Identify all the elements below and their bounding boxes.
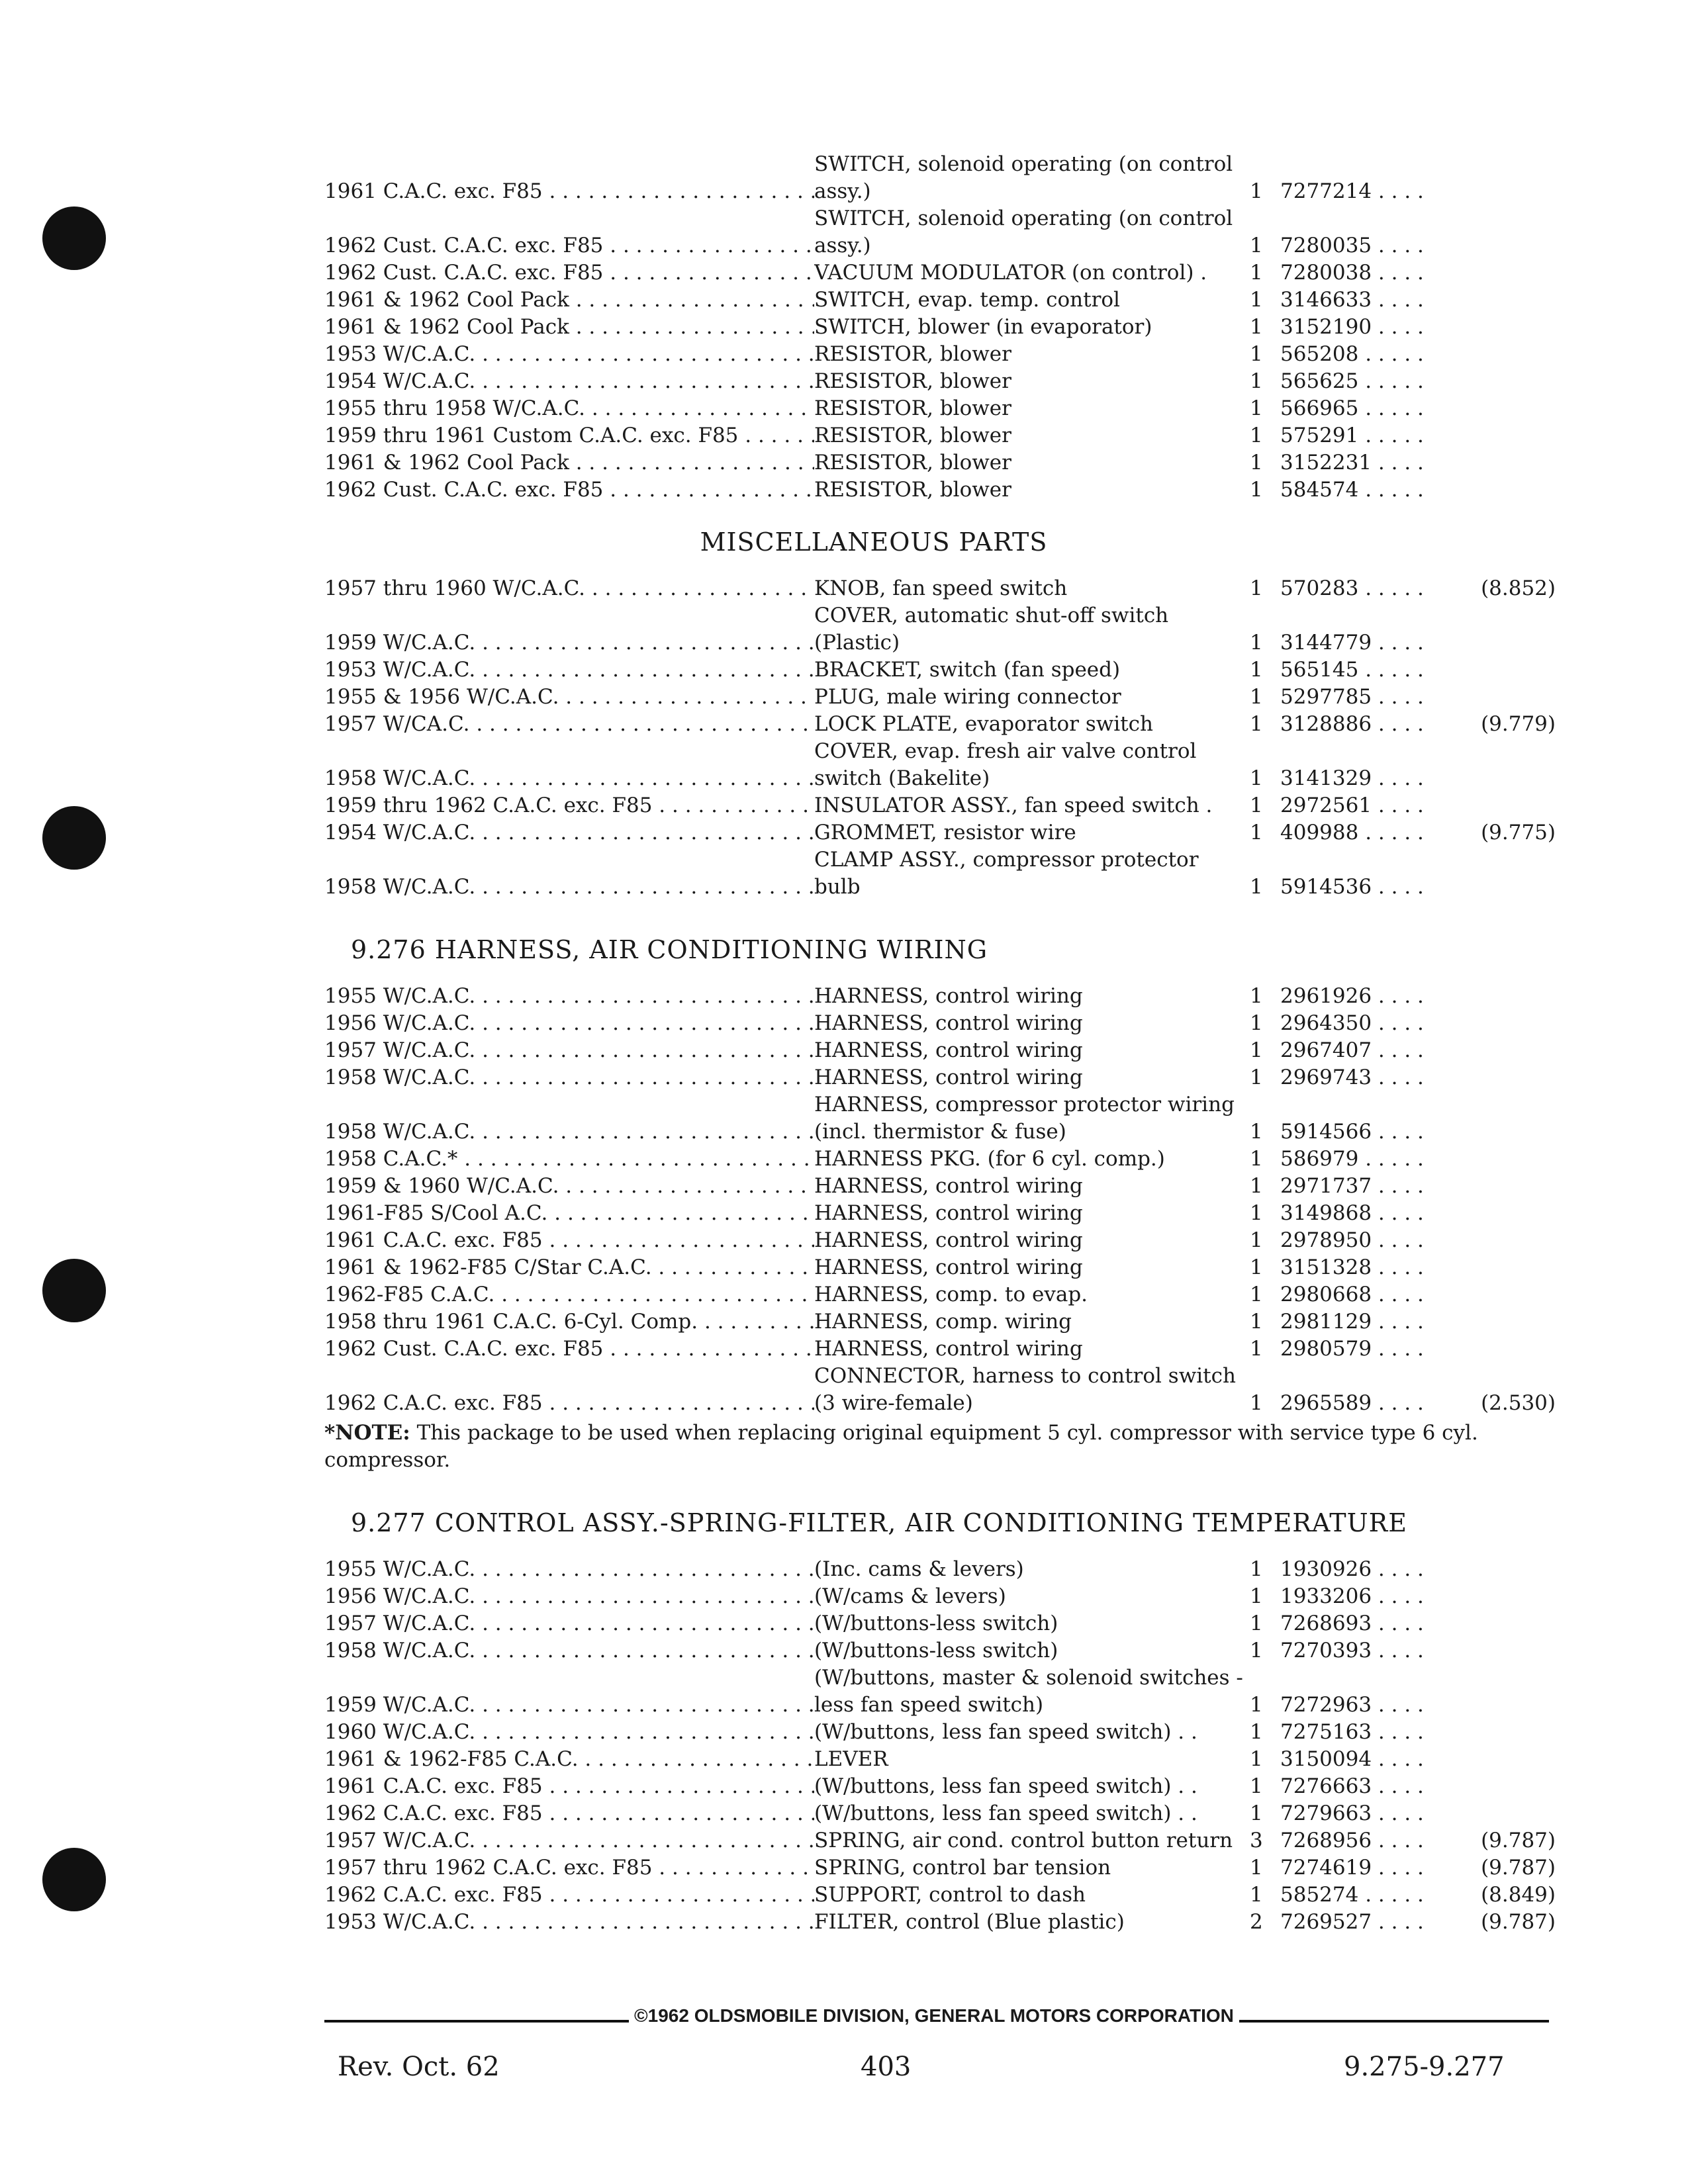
quantity-cell: 1 <box>1250 821 1263 844</box>
part-number-cell: 2972561 . . . <box>1278 792 1430 819</box>
reference-cell: (2.530) <box>1481 1391 1556 1415</box>
part-number-cell: 3146633 . . . <box>1278 287 1430 314</box>
table-row <box>324 846 1556 901</box>
description-cell: CLAMP ASSY., compressor protector bulb <box>814 848 1199 899</box>
reference-cell: (8.849) <box>1481 1883 1556 1907</box>
table-row <box>324 1746 1556 1773</box>
quantity-cell: 1 <box>1250 1391 1263 1415</box>
application-cell: 1955 W/C.A.C. . . . <box>324 1556 814 1583</box>
table-row <box>324 1091 1556 1146</box>
table-row <box>324 792 1556 819</box>
application-cell: 1958 W/C.A.C. . . . <box>324 874 814 901</box>
table-row <box>324 205 1556 259</box>
table-row <box>324 1146 1556 1173</box>
quantity-cell: 1 <box>1250 424 1263 447</box>
description-cell: (Inc. cams & levers) <box>814 1557 1024 1581</box>
application-cell: 1961 & 1962 Cool Pack . . . <box>324 314 814 341</box>
description-cell: GROMMET, resistor wire <box>814 821 1076 844</box>
table-row <box>324 314 1556 341</box>
table-row <box>324 711 1556 738</box>
application-cell: 1958 W/C.A.C. . . . <box>324 1118 814 1146</box>
application-cell: 1962 C.A.C. exc. F85 . . . <box>324 1390 814 1417</box>
table-row <box>324 1827 1556 1854</box>
quantity-cell: 1 <box>1250 234 1263 257</box>
table-row <box>324 1637 1556 1664</box>
application-cell: 1959 & 1960 W/C.A.C. . . . <box>324 1173 814 1200</box>
description-cell: BRACKET, switch (fan speed) <box>814 658 1121 682</box>
application-cell: 1960 W/C.A.C. . . . <box>324 1719 814 1746</box>
part-number-cell: 570283 . . . <box>1278 575 1430 602</box>
quantity-cell: 1 <box>1250 766 1263 790</box>
footer-revision: Rev. Oct. 62 <box>338 2052 500 2082</box>
part-number-cell: 575291 . . . <box>1278 422 1430 449</box>
part-number-cell: 586979 . . . <box>1278 1146 1430 1173</box>
parts-section <box>324 935 1556 1474</box>
application-cell: 1962 C.A.C. exc. F85 . . . <box>324 1882 814 1909</box>
application-cell: 1956 W/C.A.C. . . . <box>324 1010 814 1037</box>
quantity-cell: 1 <box>1250 179 1263 203</box>
description-cell: HARNESS, control wiring <box>814 1201 1083 1225</box>
quantity-cell: 1 <box>1250 342 1263 366</box>
reference-cell: (9.779) <box>1481 712 1556 736</box>
binder-hole-top <box>42 206 106 270</box>
quantity-cell: 1 <box>1250 478 1263 502</box>
part-number-cell: 3144779 . . . <box>1278 629 1430 657</box>
description-cell: SUPPORT, control to dash <box>814 1883 1086 1907</box>
table-row <box>324 1556 1556 1583</box>
table-row <box>324 287 1556 314</box>
description-cell: FILTER, control (Blue plastic) <box>814 1910 1125 1934</box>
part-number-cell: 2980668 . . . <box>1278 1281 1430 1308</box>
description-cell: HARNESS, control wiring <box>814 1038 1083 1062</box>
table-row <box>324 657 1556 684</box>
application-cell: 1953 W/C.A.C. . . . <box>324 657 814 684</box>
part-number-cell: 1930926 . . . <box>1278 1556 1430 1583</box>
quantity-cell: 1 <box>1250 1310 1263 1334</box>
application-cell: 1959 W/C.A.C. . . . <box>324 629 814 657</box>
parts-section <box>324 1508 1556 1936</box>
reference-cell: (9.787) <box>1481 1910 1556 1934</box>
quantity-cell: 1 <box>1250 1720 1263 1744</box>
quantity-cell: 1 <box>1250 794 1263 817</box>
application-cell: 1961 C.A.C. exc. F85 . . . <box>324 1773 814 1800</box>
table-row <box>324 819 1556 846</box>
part-number-cell: 2980579 . . . <box>1278 1336 1430 1363</box>
description-cell: CONNECTOR, harness to control switch (3 wire-female) <box>814 1364 1236 1415</box>
application-cell: 1955 W/C.A.C. . . . <box>324 983 814 1010</box>
quantity-cell: 1 <box>1250 1066 1263 1089</box>
application-cell: 1959 thru 1962 C.A.C. exc. F85 . . . <box>324 792 814 819</box>
description-cell: RESISTOR, blower <box>814 478 1011 502</box>
application-cell: 1962 Cust. C.A.C. exc. F85 . . . <box>324 1336 814 1363</box>
part-number-cell: 584574 . . . <box>1278 477 1430 504</box>
table-row <box>324 422 1556 449</box>
table-row <box>324 1200 1556 1227</box>
description-cell: SWITCH, solenoid operating (on control assy.) <box>814 152 1233 203</box>
description-cell: HARNESS, control wiring <box>814 1011 1083 1035</box>
parts-catalog-content <box>324 151 1556 1936</box>
part-number-cell: 5914566 . . . <box>1278 1118 1430 1146</box>
application-cell: 1961-F85 S/Cool A.C. . . . <box>324 1200 814 1227</box>
application-cell: 1955 & 1956 W/C.A.C. . . . <box>324 684 814 711</box>
part-number-cell: 7268693 . . . <box>1278 1610 1430 1637</box>
quantity-cell: 1 <box>1250 1201 1263 1225</box>
description-cell: SPRING, air cond. control button return <box>814 1829 1233 1852</box>
description-cell: COVER, evap. fresh air valve control switch (Bakelite) <box>814 739 1197 790</box>
reference-cell: (9.787) <box>1481 1829 1556 1852</box>
part-number-cell: 5297785 . . . <box>1278 684 1430 711</box>
application-cell: 1954 W/C.A.C. . . . <box>324 819 814 846</box>
application-cell: 1959 thru 1961 Custom C.A.C. exc. F85 . . . . <box>324 422 814 449</box>
quantity-cell: 1 <box>1250 1228 1263 1252</box>
part-number-cell: 7280035 . . . <box>1278 232 1430 259</box>
description-cell: RESISTOR, blower <box>814 342 1011 366</box>
description-cell: LEVER <box>814 1747 888 1771</box>
part-number-cell: 565145 . . . <box>1278 657 1430 684</box>
description-cell: (W/cams & levers) <box>814 1584 1006 1608</box>
description-cell: HARNESS, control wiring <box>814 984 1083 1008</box>
quantity-cell: 1 <box>1250 1557 1263 1581</box>
part-number-cell: 7274619 . . . <box>1278 1854 1430 1882</box>
description-cell: RESISTOR, blower <box>814 396 1011 420</box>
description-cell: HARNESS, control wiring <box>814 1255 1083 1279</box>
parts-section <box>324 151 1556 504</box>
quantity-cell: 1 <box>1250 1255 1263 1279</box>
part-number-cell: 5914536 . . . <box>1278 874 1430 901</box>
table-row <box>324 1854 1556 1882</box>
table-row <box>324 1664 1556 1719</box>
table-row <box>324 259 1556 287</box>
table-row <box>324 449 1556 477</box>
part-number-cell: 7279663 . . . <box>1278 1800 1430 1827</box>
description-cell: RESISTOR, blower <box>814 424 1011 447</box>
application-cell: 1961 C.A.C. exc. F85 . . . <box>324 178 814 205</box>
application-cell: 1958 C.A.C.* . . . <box>324 1146 814 1173</box>
description-cell: INSULATOR ASSY., fan speed switch . <box>814 794 1213 817</box>
description-cell: HARNESS, control wiring <box>814 1228 1083 1252</box>
quantity-cell: 1 <box>1250 1011 1263 1035</box>
part-number-cell: 2971737 . . . <box>1278 1173 1430 1200</box>
reference-cell: (8.852) <box>1481 576 1556 600</box>
application-cell: 1962-F85 C.A.C. . . . <box>324 1281 814 1308</box>
description-cell: SWITCH, solenoid operating (on control assy.) <box>814 206 1233 257</box>
description-cell: (W/buttons, less fan speed switch) . . <box>814 1774 1197 1798</box>
table-row <box>324 477 1556 504</box>
application-cell: 1959 W/C.A.C. . . . <box>324 1692 814 1719</box>
part-number-cell: 565625 . . . <box>1278 368 1430 395</box>
application-cell: 1961 & 1962 Cool Pack . . . <box>324 449 814 477</box>
description-cell: (W/buttons, master & solenoid switches -less fan speed switch) <box>814 1666 1243 1717</box>
part-number-cell: 7272963 . . . <box>1278 1692 1430 1719</box>
footnote-label: *NOTE: <box>324 1421 410 1445</box>
part-number-cell: 3152190 . . . <box>1278 314 1430 341</box>
part-number-cell: 2961926 . . . <box>1278 983 1430 1010</box>
application-cell: 1962 Cust. C.A.C. exc. F85 . . . <box>324 232 814 259</box>
section-heading: 9.277 CONTROL ASSY.-SPRING-FILTER, AIR CONDITIONING TEMPERATURE <box>351 1508 1408 1537</box>
application-cell: 1961 C.A.C. exc. F85 . . . <box>324 1227 814 1254</box>
part-number-cell: 7276663 . . . <box>1278 1773 1430 1800</box>
table-row <box>324 1583 1556 1610</box>
table-row <box>324 738 1556 792</box>
part-number-cell: 2967407 . . . <box>1278 1037 1430 1064</box>
quantity-cell: 1 <box>1250 1337 1263 1361</box>
binder-hole-lower-middle <box>42 1259 106 1322</box>
binder-hole-bottom <box>42 1848 106 1911</box>
quantity-cell: 1 <box>1250 1283 1263 1306</box>
table-row <box>324 1308 1556 1336</box>
table-row <box>324 575 1556 602</box>
part-number-cell: 3149868 . . . <box>1278 1200 1430 1227</box>
quantity-cell: 3 <box>1250 1829 1263 1852</box>
application-cell: 1958 W/C.A.C. . . . <box>324 1064 814 1091</box>
application-cell: 1957 W/C.A.C. . . . <box>324 1610 814 1637</box>
table-row <box>324 684 1556 711</box>
quantity-cell: 1 <box>1250 984 1263 1008</box>
part-number-cell: 409988 . . . <box>1278 819 1430 846</box>
part-number-cell: 3150094 . . . <box>1278 1746 1430 1773</box>
table-row <box>324 1719 1556 1746</box>
description-cell: HARNESS, compressor protector wiring (incl. thermistor & fuse) <box>814 1093 1235 1144</box>
part-number-cell: 565208 . . . <box>1278 341 1430 368</box>
part-number-cell: 2969743 . . . <box>1278 1064 1430 1091</box>
table-row <box>324 602 1556 657</box>
part-number-cell: 1933206 . . . <box>1278 1583 1430 1610</box>
application-cell: 1958 thru 1961 C.A.C. 6-Cyl. Comp. . . . . . . <box>324 1308 814 1336</box>
footnote <box>324 1420 1569 1474</box>
quantity-cell: 1 <box>1250 1856 1263 1880</box>
quantity-cell: 1 <box>1250 1584 1263 1608</box>
table-row <box>324 1227 1556 1254</box>
part-number-cell: 7277214 . . . <box>1278 178 1430 205</box>
quantity-cell: 1 <box>1250 261 1263 285</box>
part-number-cell: 3152231 . . . <box>1278 449 1430 477</box>
quantity-cell: 1 <box>1250 396 1263 420</box>
part-number-cell: 3128886 . . . <box>1278 711 1430 738</box>
description-cell: (W/buttons, less fan speed switch) . . <box>814 1720 1197 1744</box>
application-cell: 1953 W/C.A.C. . . . <box>324 341 814 368</box>
table-row <box>324 1610 1556 1637</box>
footer-section-range: 9.275-9.277 <box>1344 2052 1505 2082</box>
description-cell: COVER, automatic shut-off switch (Plastic) <box>814 604 1169 655</box>
table-row <box>324 1010 1556 1037</box>
table-row <box>324 341 1556 368</box>
description-cell: KNOB, fan speed switch <box>814 576 1068 600</box>
description-cell: HARNESS, control wiring <box>814 1066 1083 1089</box>
table-row <box>324 1909 1556 1936</box>
table-row <box>324 1773 1556 1800</box>
footer-page-number: 403 <box>861 2052 912 2082</box>
description-cell: VACUUM MODULATOR (on control) . <box>814 261 1207 285</box>
description-cell: HARNESS, comp. wiring <box>814 1310 1072 1334</box>
quantity-cell: 1 <box>1250 1174 1263 1198</box>
table-row <box>324 1800 1556 1827</box>
table-row <box>324 1363 1556 1417</box>
application-cell: 1956 W/C.A.C. . . . <box>324 1583 814 1610</box>
part-number-cell: 2978950 . . . <box>1278 1227 1430 1254</box>
description-cell: HARNESS, control wiring <box>814 1174 1083 1198</box>
table-row <box>324 368 1556 395</box>
reference-cell: (9.775) <box>1481 821 1556 844</box>
application-cell: 1957 W/C.A.C. . . . <box>324 1827 814 1854</box>
application-cell: 1962 C.A.C. exc. F85 . . . <box>324 1800 814 1827</box>
quantity-cell: 1 <box>1250 631 1263 655</box>
table-row <box>324 1882 1556 1909</box>
part-number-cell: 7269527 . . . <box>1278 1909 1430 1936</box>
quantity-cell: 1 <box>1250 1639 1263 1662</box>
footnote-text: This package to be used when replacing original equipment 5 cyl. compressor with service type 6 cyl. compressor. <box>324 1421 1478 1472</box>
description-cell: (W/buttons, less fan speed switch) . . <box>814 1801 1197 1825</box>
application-cell: 1961 & 1962-F85 C.A.C. . . . <box>324 1746 814 1773</box>
table-row <box>324 1064 1556 1091</box>
description-cell: HARNESS, control wiring <box>814 1337 1083 1361</box>
application-cell: 1958 W/C.A.C. . . . <box>324 1637 814 1664</box>
description-cell: HARNESS PKG. (for 6 cyl. comp.) <box>814 1147 1165 1171</box>
section-heading: MISCELLANEOUS PARTS <box>700 527 1048 557</box>
description-cell: PLUG, male wiring connector <box>814 685 1121 709</box>
quantity-cell: 1 <box>1250 1883 1263 1907</box>
description-cell: SPRING, control bar tension <box>814 1856 1111 1880</box>
table-row <box>324 1173 1556 1200</box>
part-number-cell: 7280038 . . . <box>1278 259 1430 287</box>
quantity-cell: 1 <box>1250 685 1263 709</box>
footer-copyright: ©1962 OLDSMOBILE DIVISION, GENERAL MOTORS CORPORATION <box>629 2005 1239 2026</box>
part-number-cell: 7270393 . . . <box>1278 1637 1430 1664</box>
application-cell: 1961 & 1962 Cool Pack . . . <box>324 287 814 314</box>
quantity-cell: 1 <box>1250 1693 1263 1717</box>
part-number-cell: 3151328 . . . <box>1278 1254 1430 1281</box>
table-row <box>324 1037 1556 1064</box>
description-cell: HARNESS, comp. to evap. <box>814 1283 1088 1306</box>
quantity-cell: 1 <box>1250 1774 1263 1798</box>
quantity-cell: 1 <box>1250 315 1263 339</box>
part-number-cell: 2981129 . . . <box>1278 1308 1430 1336</box>
description-cell: LOCK PLATE, evaporator switch <box>814 712 1153 736</box>
application-cell: 1957 W/C.A.C. . . . <box>324 1037 814 1064</box>
quantity-cell: 1 <box>1250 1612 1263 1635</box>
part-number-cell: 585274 . . . <box>1278 1882 1430 1909</box>
reference-cell: (9.787) <box>1481 1856 1556 1880</box>
description-cell: (W/buttons-less switch) <box>814 1612 1058 1635</box>
description-cell: SWITCH, evap. temp. control <box>814 288 1120 312</box>
application-cell: 1957 thru 1962 C.A.C. exc. F85 . . . <box>324 1854 814 1882</box>
quantity-cell: 1 <box>1250 576 1263 600</box>
quantity-cell: 1 <box>1250 1747 1263 1771</box>
quantity-cell: 1 <box>1250 658 1263 682</box>
description-cell: RESISTOR, blower <box>814 451 1011 475</box>
parts-section <box>324 527 1556 901</box>
binder-hole-upper-middle <box>42 806 106 870</box>
quantity-cell: 1 <box>1250 288 1263 312</box>
application-cell: 1962 Cust. C.A.C. exc. F85 . . . <box>324 477 814 504</box>
part-number-cell: 3141329 . . . <box>1278 765 1430 792</box>
quantity-cell: 1 <box>1250 712 1263 736</box>
section-heading: 9.276 HARNESS, AIR CONDITIONING WIRING <box>351 935 988 964</box>
table-row <box>324 1281 1556 1308</box>
table-row <box>324 395 1556 422</box>
quantity-cell: 1 <box>1250 1120 1263 1144</box>
part-number-cell: 2964350 . . . <box>1278 1010 1430 1037</box>
application-cell: 1957 W/CA.C. . . . <box>324 711 814 738</box>
table-row <box>324 1254 1556 1281</box>
application-cell: 1953 W/C.A.C. . . . <box>324 1909 814 1936</box>
part-number-cell: 2965589 . . . <box>1278 1390 1430 1417</box>
quantity-cell: 1 <box>1250 1038 1263 1062</box>
application-cell: 1955 thru 1958 W/C.A.C. . . . <box>324 395 814 422</box>
quantity-cell: 1 <box>1250 1147 1263 1171</box>
quantity-cell: 1 <box>1250 369 1263 393</box>
table-row <box>324 1336 1556 1363</box>
description-cell: (W/buttons-less switch) <box>814 1639 1058 1662</box>
quantity-cell: 1 <box>1250 1801 1263 1825</box>
application-cell: 1961 & 1962-F85 C/Star C.A.C. . . . <box>324 1254 814 1281</box>
table-row <box>324 151 1556 205</box>
application-cell: 1957 thru 1960 W/C.A.C. . . . <box>324 575 814 602</box>
application-cell: 1958 W/C.A.C. . . . <box>324 765 814 792</box>
description-cell: RESISTOR, blower <box>814 369 1011 393</box>
quantity-cell: 2 <box>1250 1910 1263 1934</box>
description-cell: SWITCH, blower (in evaporator) <box>814 315 1152 339</box>
quantity-cell: 1 <box>1250 451 1263 475</box>
part-number-cell: 566965 . . . <box>1278 395 1430 422</box>
application-cell: 1954 W/C.A.C. . . . <box>324 368 814 395</box>
table-row <box>324 983 1556 1010</box>
part-number-cell: 7268956 . . . <box>1278 1827 1430 1854</box>
application-cell: 1962 Cust. C.A.C. exc. F85 . . . <box>324 259 814 287</box>
quantity-cell: 1 <box>1250 875 1263 899</box>
part-number-cell: 7275163 . . . <box>1278 1719 1430 1746</box>
